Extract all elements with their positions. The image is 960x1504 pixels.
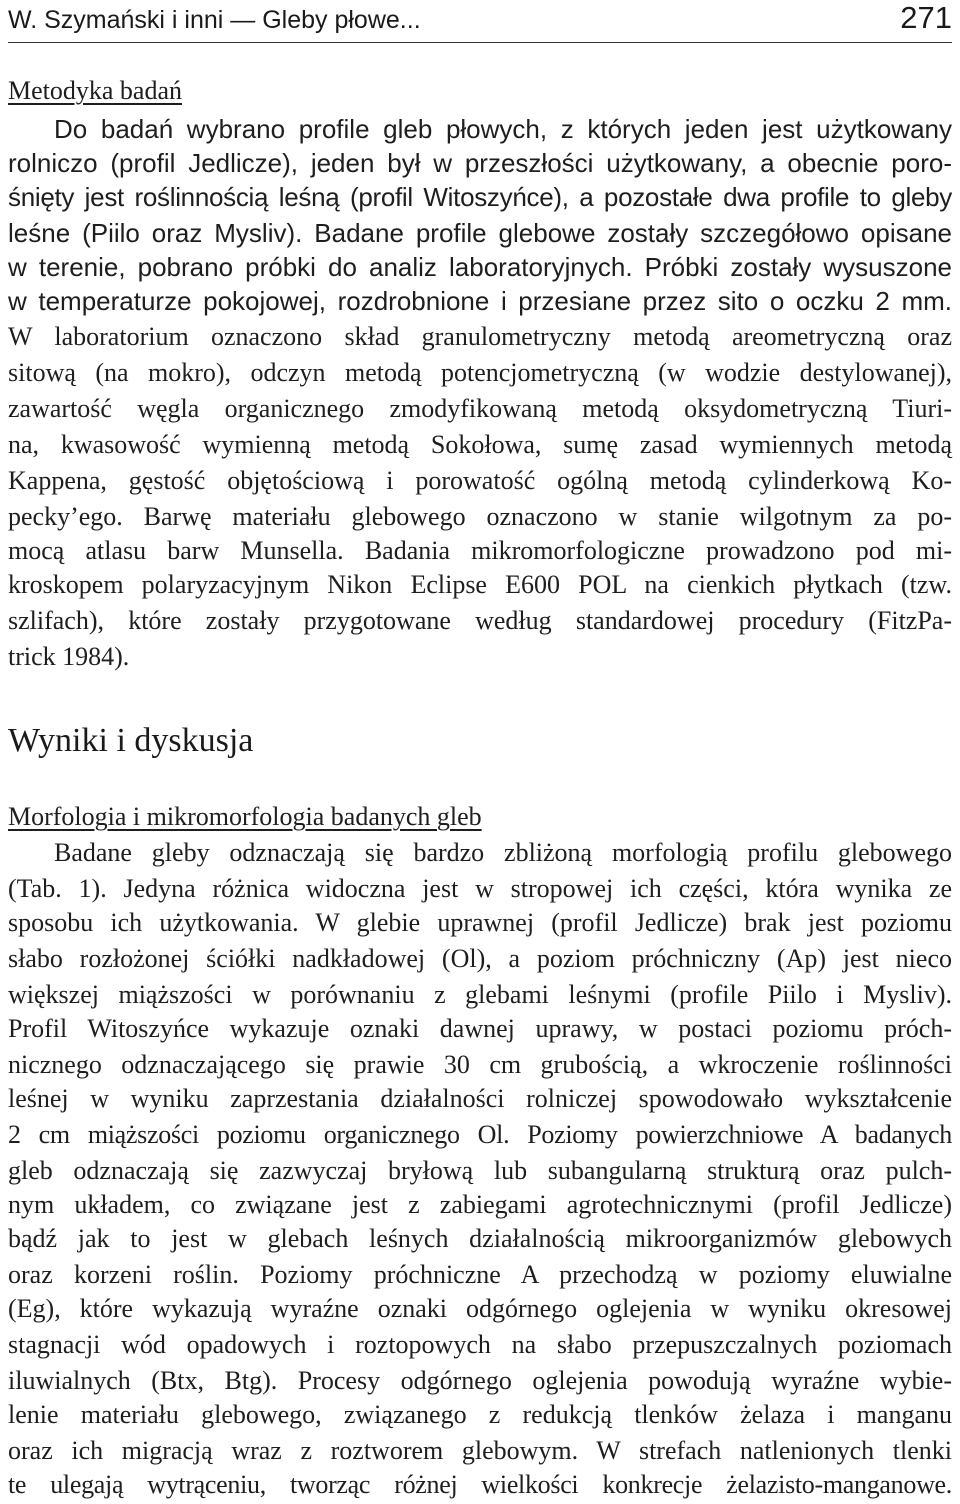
paragraph-line: Kappena, gęstość objętościową i porowatość ogólną metodą cylinderkową Ko- <box>8 466 952 495</box>
paragraph-line: w terenie, pobrano próbki do analiz laboratoryjnych. Próbki zostały wysuszone <box>8 252 952 282</box>
paragraph-line: (Eg), które wykazują wyraźne oznaki odgórnego oglejenia w wyniku okresowej <box>8 1294 952 1323</box>
paragraph-line: W laboratorium oznaczono skład granulometryczny metodą areometryczną oraz <box>8 322 952 351</box>
paragraph-line: śnięty jest roślinnością leśną (profil Witoszyńce), a pozostałe dwa profile to gleby <box>8 182 952 212</box>
paragraph-line: Badane gleby odznaczają się bardzo zbliżoną morfologią profilu glebowego <box>54 838 952 867</box>
paragraph-line: leśnej w wyniku zaprzestania działalności rolniczej spowodowało wykształcenie <box>8 1084 952 1113</box>
paragraph-line: trick 1984). <box>8 642 130 671</box>
paragraph-line: zawartość węgla organicznego zmodyfikowaną metodą oksydometryczną Tiuri- <box>8 394 952 423</box>
paragraph-line: na, kwasowość wymienną metodą Sokołowa, sumę zasad wymiennych metodą <box>8 430 952 459</box>
page-number: 271 <box>900 0 952 35</box>
paragraph-line: lenie materiału glebowego, związanego z redukcją tlenków żelaza i manganu <box>8 1400 952 1429</box>
paragraph-line: sitową (na mokro), odczyn metodą potencjometryczną (w wodzie destylowanej), <box>8 358 952 387</box>
running-header <box>8 0 952 43</box>
paragraph-line: pecky’ego. Barwę materiału glebowego oznaczono w stanie wilgotnym za po- <box>8 502 952 531</box>
paragraph-line: bądź jak to jest w glebach leśnych działalnością mikroorganizmów glebowych <box>8 1224 952 1253</box>
paragraph-line: Do badań wybrano profile gleb płowych, z których jeden jest użytkowany <box>54 114 952 144</box>
paragraph-line: nicznego odznaczającego się prawie 30 cm grubością, a wkroczenie roślinności <box>8 1050 952 1079</box>
paragraph-line: słabo rozłożonej ściółki nadkładowej (Ol), a poziom próchniczny (Ap) jest nieco <box>8 944 952 973</box>
paragraph-line: 2 cm miąższości poziomu organicznego Ol. Poziomy powierzchniowe A badanych <box>8 1120 952 1149</box>
methods-heading: Metodyka badań <box>8 76 183 105</box>
paragraph-line: leśne (Piilo oraz Mysliv). Badane profile glebowe zostały szczegółowo opisane <box>8 218 952 248</box>
results-heading: Wyniki i dyskusja <box>8 722 254 759</box>
paragraph-line: kroskopem polaryzacyjnym Nikon Eclipse E600 POL na cienkich płytkach (tzw. <box>8 570 952 599</box>
paragraph-line: iluwialnych (Btx, Btg). Procesy odgórnego oglejenia powodują wyraźne wybie- <box>8 1366 952 1395</box>
paragraph-line: sposobu ich użytkowania. W glebie uprawnej (profil Jedlicze) brak jest poziomu <box>8 908 952 937</box>
paragraph-line: te ulegają wytrąceniu, tworząc różnej wielkości konkrecje żelazisto-manganowe. <box>8 1470 952 1499</box>
paragraph-line: (Tab. 1). Jedyna różnica widoczna jest w stropowej ich części, która wynika ze <box>8 874 952 903</box>
paragraph-line: szlifach), które zostały przygotowane według standardowej procedury (FitzPa- <box>8 606 952 635</box>
paragraph-line: nym układem, co związane jest z zabiegami agrotechnicznymi (profil Jedlicze) <box>8 1190 952 1219</box>
results-subheading: Morfologia i mikromorfologia badanych gleb <box>8 802 482 831</box>
paragraph-line: oraz korzeni roślin. Poziomy próchniczne A przechodzą w poziomy eluwialne <box>8 1260 952 1289</box>
paragraph-line: rolniczo (profil Jedlicze), jeden był w przeszłości użytkowany, a obecnie poro- <box>8 148 952 178</box>
paragraph-line: gleb odznaczają się zazwyczaj bryłową lub subangularną strukturą oraz pulch- <box>8 1156 952 1185</box>
paragraph-line: w temperaturze pokojowej, rozdrobnione i przesiane przez sito o oczku 2 mm. <box>8 286 952 316</box>
paragraph-line: Profil Witoszyńce wykazuje oznaki dawnej uprawy, w postaci poziomu próch- <box>8 1014 952 1043</box>
paragraph-line: stagnacji wód opadowych i roztopowych na słabo przepuszczalnych poziomach <box>8 1330 952 1359</box>
paragraph-line: oraz ich migracją wraz z roztworem glebowym. W strefach natlenionych tlenki <box>8 1436 952 1465</box>
paragraph-line: większej miąższości w porównaniu z glebami leśnymi (profile Piilo i Mysliv). <box>8 980 952 1009</box>
paragraph-line: mocą atlasu barw Munsella. Badania mikromorfologiczne prowadzono pod mi- <box>8 536 952 565</box>
running-title: W. Szymański i inni — Gleby płowe... <box>8 6 421 34</box>
